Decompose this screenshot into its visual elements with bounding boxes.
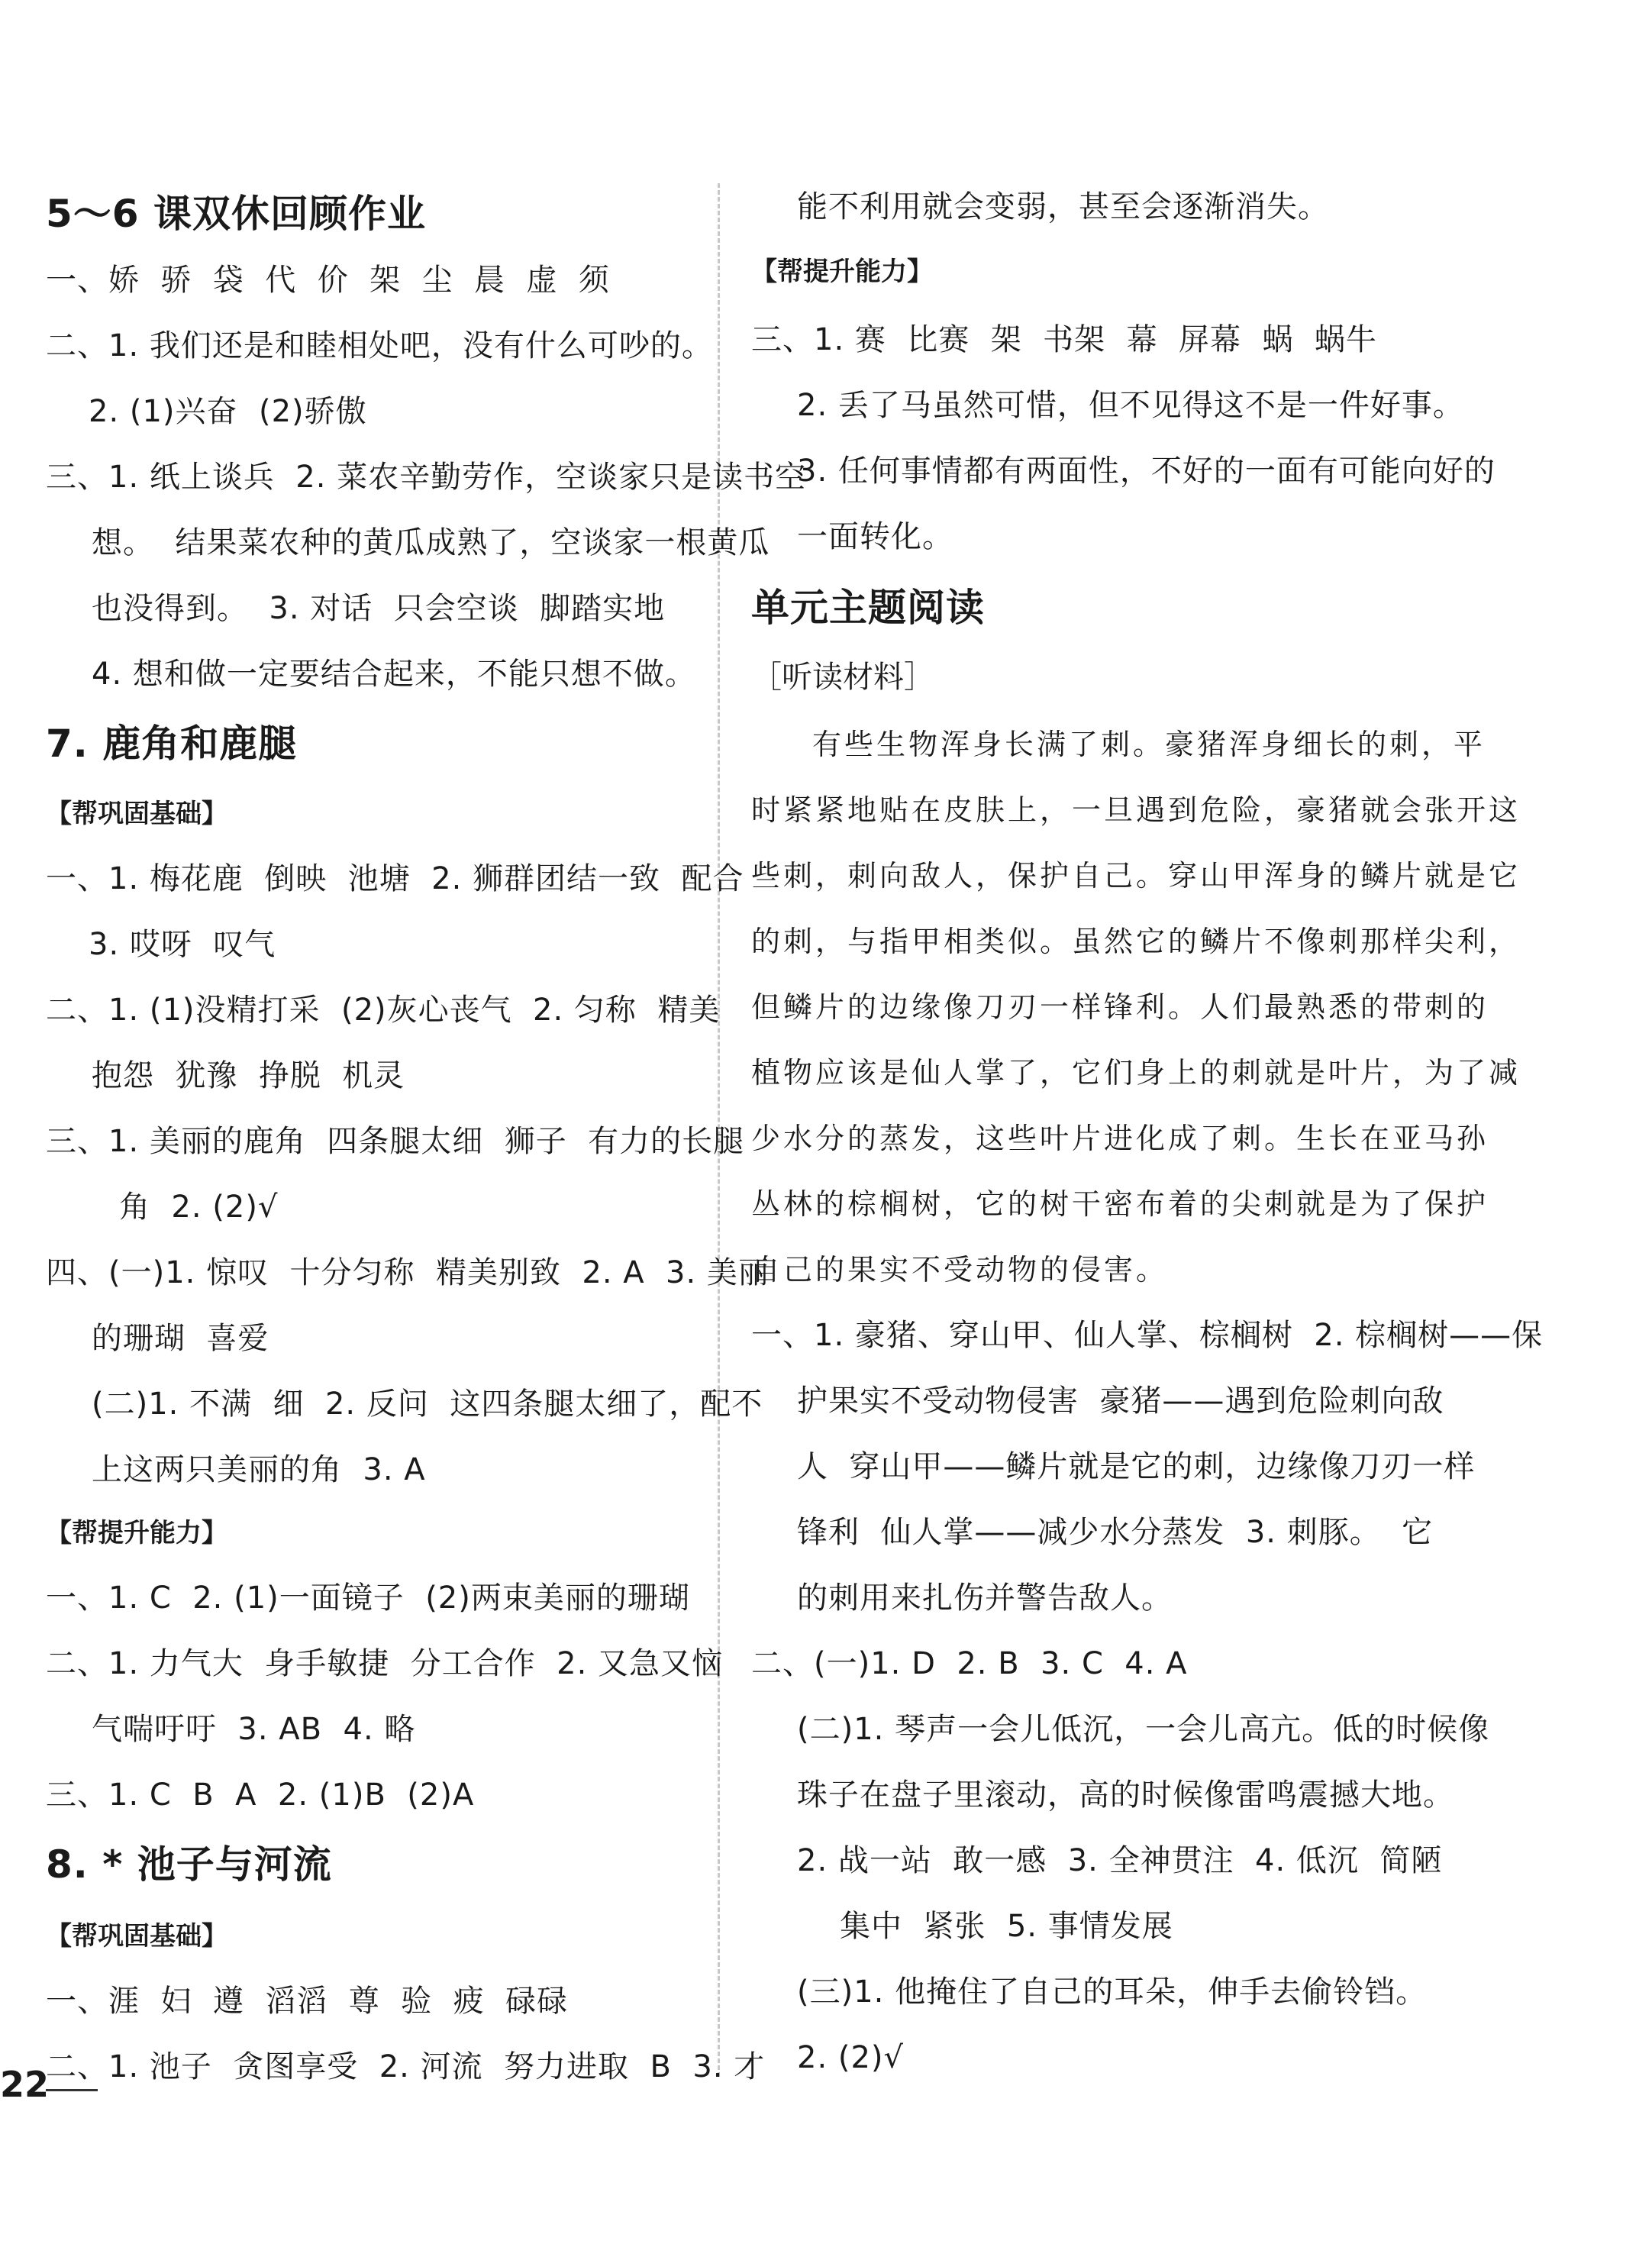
passage-line: 的刺，与指甲相类似。虽然它的鳞片不像刺那样尖利， xyxy=(751,925,1521,958)
answer-line: 二、(一)1. D 2. B 3. C 4. A xyxy=(751,1646,1188,1681)
passage-line: 自己的果实不受动物的侵害。 xyxy=(751,1253,1169,1287)
answer-line: 一、1. C 2. (1)一面镜子 (2)两束美丽的珊瑚 xyxy=(46,1580,690,1616)
answer-line: 一面转化。 xyxy=(797,519,953,554)
page-number: 22 xyxy=(0,2064,50,2105)
section-tag-basics: 【帮巩固基础】 xyxy=(46,1921,227,1952)
answer-line: 三、1. 赛 比赛 架 书架 幕 屏幕 蜗 蜗牛 xyxy=(751,322,1377,357)
heading-lesson-7: 7. 鹿角和鹿腿 xyxy=(46,722,298,766)
answer-line: 集中 紧张 5. 事情发展 xyxy=(840,1909,1173,1944)
answer-line: 一、1. 梅花鹿 倒映 池塘 2. 狮群团结一致 配合 xyxy=(46,861,744,896)
answer-line: 一、1. 豪猪、穿山甲、仙人掌、棕榈树 2. 棕榈树——保 xyxy=(751,1318,1544,1353)
passage-line: 丛林的棕榈树，它的树干密布着的尖刺就是为了保护 xyxy=(751,1187,1489,1221)
answer-line: 2. (1)兴奋 (2)骄傲 xyxy=(89,394,367,429)
answer-line: 2. 战一站 敢一感 3. 全神贯注 4. 低沉 简陋 xyxy=(797,1843,1443,1878)
answer-line: 人 穿山甲——鳞片就是它的刺，边缘像刀刃一样 xyxy=(797,1449,1476,1484)
answer-line: 抱怨 犹豫 挣脱 机灵 xyxy=(92,1058,405,1093)
answer-line: 气喘吁吁 3. AB 4. 略 xyxy=(92,1712,416,1747)
answer-line: 角 2. (2)√ xyxy=(119,1190,279,1225)
heading-lesson-5-6-review: 5～6 课双休回顾作业 xyxy=(46,192,426,236)
answer-line: 三、1. 美丽的鹿角 四条腿太细 狮子 有力的长腿 xyxy=(46,1124,745,1159)
heading-unit-reading: 单元主题阅读 xyxy=(751,586,985,630)
answer-line: 二、1. 力气大 身手敏捷 分工合作 2. 又急又恼 xyxy=(46,1646,724,1681)
heading-lesson-8: 8. * 池子与河流 xyxy=(46,1842,332,1887)
passage-line: 但鳞片的边缘像刀刃一样锋利。人们最熟悉的带刺的 xyxy=(751,990,1489,1024)
answer-line: 也没得到。 3. 对话 只会空谈 脚踏实地 xyxy=(92,591,666,626)
answer-line: 锋利 仙人掌——减少水分蒸发 3. 刺豚。 它 xyxy=(797,1515,1434,1550)
answer-line: (二)1. 不满 细 2. 反问 这四条腿太细了，配不 xyxy=(92,1387,763,1422)
passage-line: 少水分的蒸发，这些叶片进化成了刺。生长在亚马孙 xyxy=(751,1122,1489,1155)
answer-line: 三、1. 纸上谈兵 2. 菜农辛勤劳作，空谈家只是读书空 xyxy=(46,460,807,495)
answer-line: (三)1. 他掩住了自己的耳朵，伸手去偷铃铛。 xyxy=(797,1974,1428,2010)
answer-line: 二、1. 池子 贪图享受 2. 河流 努力进取 B 3. 才 xyxy=(46,2049,766,2084)
passage-line: 些刺，刺向敌人，保护自己。穿山甲浑身的鳞片就是它 xyxy=(751,859,1521,893)
answer-line: 4. 想和做一定要结合起来，不能只想不做。 xyxy=(92,657,696,692)
answer-line: 3. 任何事情都有两面性，不好的一面有可能向好的 xyxy=(797,454,1496,489)
passage-line: 有些生物浑身长满了刺。豪猪浑身细长的刺，平 xyxy=(812,728,1486,761)
answer-line: 二、1. (1)没精打采 (2)灰心丧气 2. 匀称 精美 xyxy=(46,993,721,1028)
listening-material-label: ［听读材料］ xyxy=(751,660,934,695)
answer-line: 2. (2)√ xyxy=(797,2040,905,2075)
passage-line: 植物应该是仙人掌了，它们身上的刺就是叶片，为了减 xyxy=(751,1056,1521,1090)
answer-line: 想。 结果菜农种的黄瓜成熟了，空谈家一根黄瓜 xyxy=(92,525,770,560)
answer-line: 四、(一)1. 惊叹 十分匀称 精美别致 2. A 3. 美丽 xyxy=(46,1255,770,1290)
answer-line: 上这两只美丽的角 3. A xyxy=(92,1452,426,1487)
section-tag-ability: 【帮提升能力】 xyxy=(751,257,933,287)
answer-line: 护果实不受动物侵害 豪猪——遇到危险刺向敌 xyxy=(797,1384,1444,1419)
answer-line: 一、涯 妇 遵 滔滔 尊 验 疲 碌碌 xyxy=(46,1984,569,2019)
answer-line: 二、1. 我们还是和睦相处吧，没有什么可吵的。 xyxy=(46,328,713,363)
answer-line: 一、娇 骄 袋 代 价 架 尘 晨 虚 须 xyxy=(46,263,610,298)
answer-line: 的刺用来扎伤并警告敌人。 xyxy=(797,1580,1173,1616)
answer-line: 能不利用就会变弱，甚至会逐渐消失。 xyxy=(797,189,1329,224)
answer-line: 3. 哎呀 叹气 xyxy=(89,927,276,962)
section-tag-ability: 【帮提升能力】 xyxy=(46,1518,227,1548)
answer-line: 三、1. C B A 2. (1)B (2)A xyxy=(46,1777,475,1813)
answer-line: (二)1. 琴声一会儿低沉，一会儿高亢。低的时候像 xyxy=(797,1712,1490,1747)
page-number-rule xyxy=(46,2089,98,2091)
passage-line: 时紧紧地贴在皮肤上，一旦遇到危险，豪猪就会张开这 xyxy=(751,793,1521,827)
answer-line: 珠子在盘子里滚动，高的时候像雷鸣震撼大地。 xyxy=(797,1777,1454,1813)
answer-line: 2. 丢了马虽然可惜，但不见得这不是一件好事。 xyxy=(797,388,1464,423)
answer-line: 的珊瑚 喜爱 xyxy=(92,1321,269,1356)
section-tag-basics: 【帮巩固基础】 xyxy=(46,799,227,829)
